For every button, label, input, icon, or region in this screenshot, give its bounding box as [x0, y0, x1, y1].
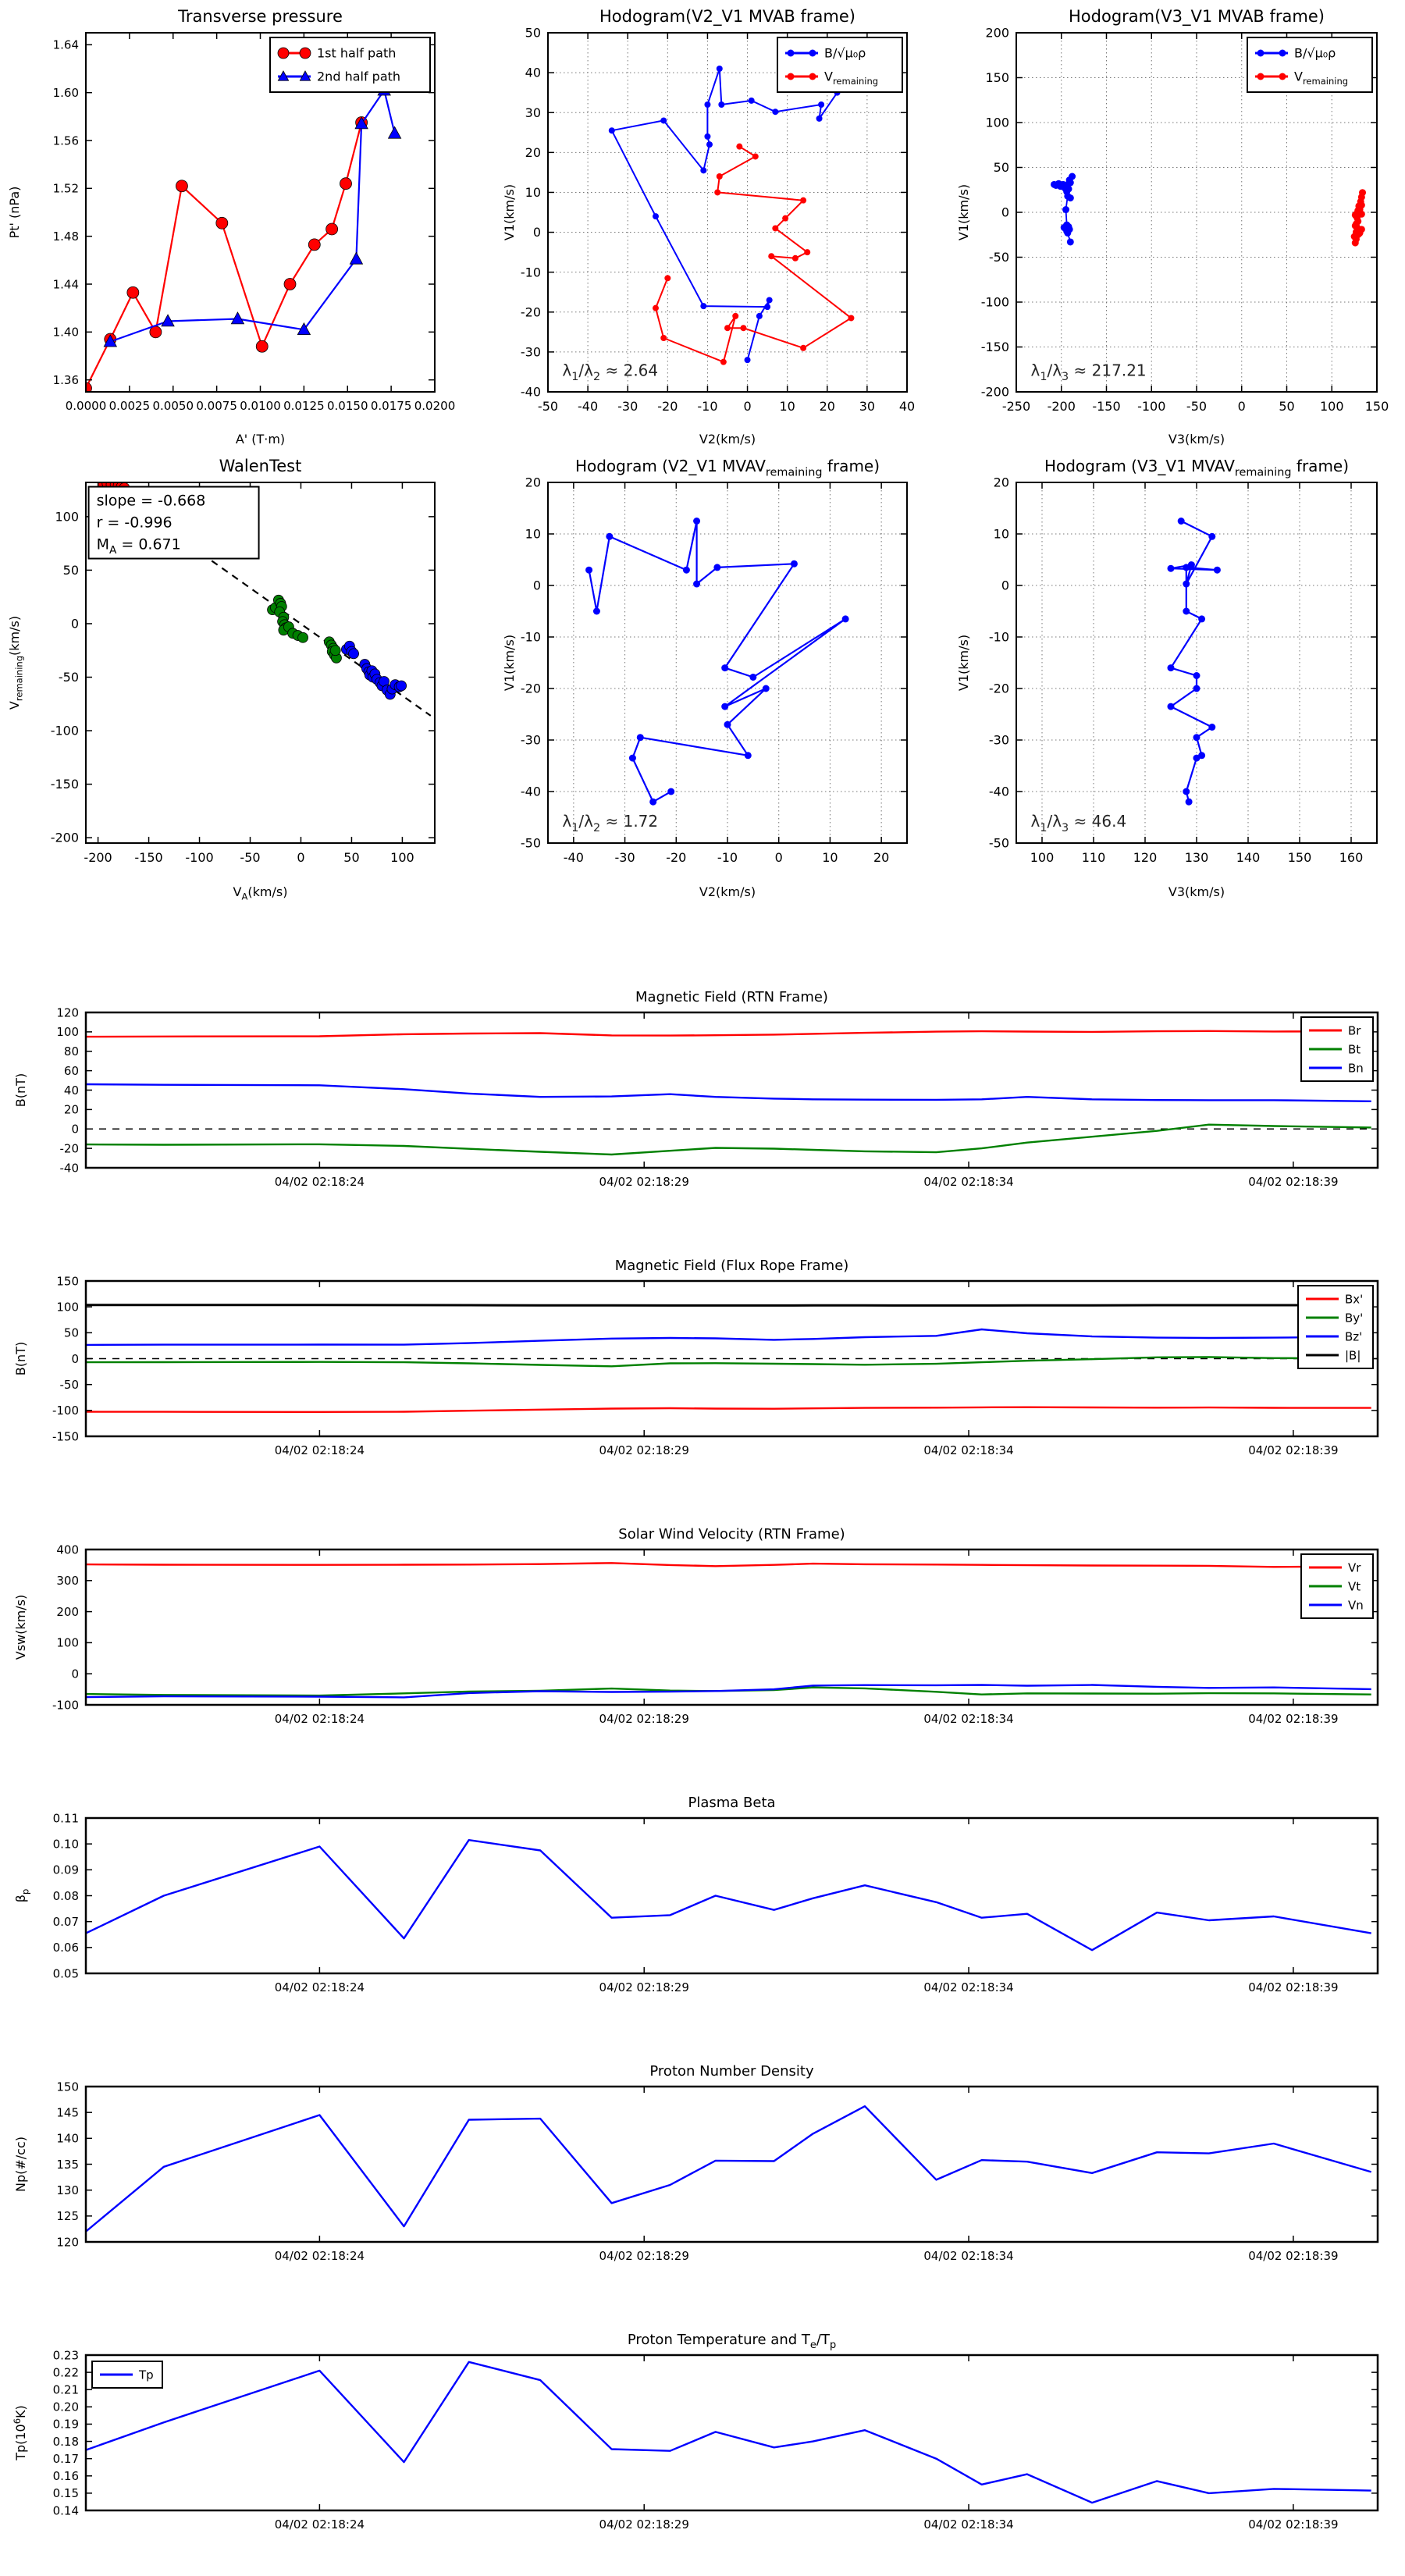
svg-text:0.21: 0.21: [52, 2382, 79, 2397]
svg-text:0.09: 0.09: [52, 1863, 79, 1877]
magnetic-field-rtn-panel: [0, 923, 1405, 1191]
svg-text:80: 80: [63, 1044, 79, 1059]
svg-text:-40: -40: [988, 784, 1009, 799]
svg-text:-10: -10: [988, 629, 1009, 645]
svg-text:0.10: 0.10: [52, 1837, 79, 1852]
legend: [1247, 37, 1372, 92]
svg-text:-40: -40: [520, 384, 541, 400]
svg-text:0: 0: [297, 850, 305, 865]
walen-test-svg: [0, 453, 500, 906]
svg-text:-20: -20: [59, 1141, 79, 1156]
svg-text:04/02 02:18:39: 04/02 02:18:39: [1248, 1175, 1339, 1189]
svg-text:λ1/λ3 ≈ 46.4: $\lambda_1/\lambda_3 \approx 46.4$: [1030, 812, 1127, 834]
svg-text:V1(km/s): V1(km/s): [956, 183, 971, 241]
svg-text:20: 20: [63, 1102, 79, 1117]
svg-text:0: 0: [71, 1122, 79, 1137]
svg-text:MA = 0.671: $M_A = 0.671$: [96, 535, 181, 557]
svg-text:100: 100: [1030, 850, 1055, 865]
tick-labels: [53, 1811, 1339, 1994]
svg-text:V1(km/s): V1(km/s): [502, 634, 517, 692]
svg-text:0.0000: 0.0000: [65, 399, 107, 413]
svg-text:-40: -40: [520, 784, 541, 799]
svg-text:04/02 02:18:29: 04/02 02:18:29: [599, 1175, 689, 1189]
svg-text:04/02 02:18:34: 04/02 02:18:34: [923, 2517, 1014, 2532]
svg-text:10: 10: [993, 526, 1009, 542]
svg-text:Bx': Bx': [1345, 1292, 1364, 1307]
svg-text:04/02 02:18:29: 04/02 02:18:29: [599, 1712, 689, 1726]
svg-text:0.0175: 0.0175: [370, 399, 412, 413]
svg-text:150: 150: [56, 2080, 79, 2094]
proton-temperature-svg: [0, 2265, 1405, 2534]
svg-text:V1(km/s): V1(km/s): [956, 634, 971, 692]
magnetic-field-flux-rope-svg: [0, 1191, 1405, 1460]
svg-text:-150: -150: [1092, 399, 1121, 414]
svg-text:-10: -10: [697, 399, 718, 414]
svg-text:04/02 02:18:29: 04/02 02:18:29: [599, 1980, 689, 1994]
svg-text:04/02 02:18:34: 04/02 02:18:34: [923, 1712, 1014, 1726]
svg-text:0.08: 0.08: [52, 1888, 79, 1903]
series-1st-half-path: [80, 117, 368, 394]
svg-text:-50: -50: [988, 250, 1009, 265]
svg-text:1.36: 1.36: [52, 372, 79, 387]
svg-text:0.0125: 0.0125: [283, 399, 325, 413]
svg-text:-10: -10: [520, 629, 541, 645]
svg-text:Plasma Beta: Plasma Beta: [688, 1795, 776, 1811]
svg-text:-20: -20: [520, 304, 541, 320]
svg-text:04/02 02:18:39: 04/02 02:18:39: [1248, 1443, 1339, 1457]
series-B-alfven: [1051, 173, 1076, 246]
tick-marks: [86, 1550, 1378, 1705]
svg-text:-50: -50: [537, 399, 559, 414]
svg-text:Pt' (nPa): Pt' (nPa): [7, 186, 22, 239]
svg-text:0.06: 0.06: [52, 1941, 79, 1955]
svg-text:V3(km/s): V3(km/s): [1168, 432, 1225, 447]
svg-text:10: 10: [779, 399, 795, 414]
series-V-remaining: [653, 144, 854, 365]
hodogram-v3v1-mvab-svg: [952, 0, 1405, 453]
svg-text:Vremaining: $V_{remaining}$: [1294, 69, 1349, 87]
svg-text:1.64: 1.64: [52, 37, 79, 52]
svg-text:0.0150: 0.0150: [327, 399, 368, 413]
tick-labels: [52, 1542, 1339, 1726]
svg-text:04/02 02:18:24: 04/02 02:18:24: [274, 1175, 365, 1189]
svg-text:0.11: 0.11: [52, 1811, 79, 1826]
svg-text:-10: -10: [520, 265, 541, 280]
svg-text:0: 0: [743, 399, 752, 414]
svg-text:0.05: 0.05: [52, 1966, 79, 1981]
svg-text:150: 150: [1287, 850, 1312, 865]
svg-text:130: 130: [1184, 850, 1209, 865]
svg-text:V2(km/s): V2(km/s): [699, 432, 756, 447]
series-Bx-prime: [86, 1407, 1371, 1412]
series-Br: [86, 1031, 1371, 1037]
svg-text:-100: -100: [50, 723, 79, 738]
plasma-beta-svg: [0, 1728, 1405, 1997]
solar-wind-velocity-panel: [0, 1460, 1405, 1728]
svg-text:Transverse pressure: Transverse pressure: [178, 7, 343, 26]
svg-text:1st half path: 1st half path: [317, 45, 397, 61]
svg-text:150: 150: [1364, 399, 1389, 414]
transverse-pressure-svg: [0, 0, 500, 453]
svg-text:B(nT): B(nT): [13, 1341, 28, 1376]
svg-text:-30: -30: [520, 344, 541, 360]
svg-text:140: 140: [56, 2131, 79, 2146]
series-Vr: [86, 1563, 1371, 1567]
svg-text:-50: -50: [1186, 399, 1208, 414]
svg-text:30: 30: [859, 399, 876, 414]
svg-text:04/02 02:18:39: 04/02 02:18:39: [1248, 2249, 1339, 2263]
svg-text:-100: -100: [980, 294, 1009, 310]
svg-text:20: 20: [873, 850, 890, 865]
svg-text:150: 150: [56, 1274, 79, 1289]
svg-text:50: 50: [993, 160, 1009, 176]
hodogram-v3v1-mvav-svg: [952, 453, 1405, 906]
svg-text:0: 0: [1237, 399, 1246, 414]
svg-text:04/02 02:18:39: 04/02 02:18:39: [1248, 2517, 1339, 2532]
svg-text:Tp(106K): $Tp(10^6K)$: [11, 2405, 28, 2460]
svg-text:-250: -250: [1001, 399, 1031, 414]
series-V-remaining: [1351, 189, 1366, 246]
svg-text:120: 120: [1133, 850, 1158, 865]
svg-text:0.0075: 0.0075: [196, 399, 237, 413]
svg-text:0.23: 0.23: [52, 2348, 79, 2363]
svg-text:1.40: 1.40: [52, 325, 79, 340]
svg-text:40: 40: [898, 399, 916, 414]
svg-text:-10: -10: [717, 850, 738, 865]
svg-text:0.0050: 0.0050: [152, 399, 194, 413]
svg-text:200: 200: [56, 1604, 79, 1619]
svg-text:0.0100: 0.0100: [240, 399, 281, 413]
stats-box: [89, 487, 259, 559]
walen-test-chart: [0, 453, 500, 906]
svg-text:0.15: 0.15: [52, 2486, 79, 2501]
legend: [270, 37, 430, 92]
svg-text:100: 100: [1319, 399, 1344, 414]
svg-text:145: 145: [56, 2105, 79, 2120]
magnetic-field-flux-rope-panel: [0, 1191, 1405, 1460]
svg-text:Magnetic Field (RTN Frame): Magnetic Field (RTN Frame): [635, 989, 828, 1005]
svg-text:0.0200: 0.0200: [414, 399, 456, 413]
legend: [1298, 1286, 1373, 1368]
svg-text:0: 0: [532, 225, 541, 240]
hodogram-v2v1-mvab-svg: [500, 0, 952, 453]
svg-text:60: 60: [63, 1063, 79, 1078]
svg-text:Proton Temperature and Te/Tp: Proton Temperature and $T_e/T_p$: [627, 2332, 837, 2352]
svg-text:04/02 02:18:34: 04/02 02:18:34: [923, 1980, 1014, 1994]
svg-text:20: 20: [993, 475, 1009, 490]
svg-text:λ1/λ3 ≈ 217.21: $\lambda_1/\lambda_3 \approx 217.21$: [1030, 361, 1147, 383]
svg-text:04/02 02:18:24: 04/02 02:18:24: [274, 2517, 365, 2532]
svg-text:10: 10: [822, 850, 838, 865]
svg-text:10: 10: [525, 526, 541, 542]
hodogram-v2v1-mvab-chart: [500, 0, 952, 453]
svg-text:100: 100: [56, 1300, 79, 1315]
svg-text:WalenTest: WalenTest: [219, 457, 302, 475]
svg-text:0.16: 0.16: [52, 2469, 79, 2484]
svg-text:-30: -30: [520, 732, 541, 748]
svg-text:135: 135: [56, 2157, 79, 2172]
transverse-pressure-chart: [0, 0, 500, 453]
axes-frame: [86, 2087, 1378, 2242]
svg-text:0.17: 0.17: [52, 2451, 79, 2466]
svg-text:-30: -30: [988, 732, 1009, 748]
svg-text:Bn: Bn: [1348, 1061, 1364, 1076]
svg-text:-50: -50: [240, 850, 261, 865]
svg-text:Vremaining(km/s): $V_{remaining}(km/s)$: [7, 615, 25, 710]
svg-text:-40: -40: [578, 399, 599, 414]
svg-text:Bz': Bz': [1345, 1329, 1363, 1344]
svg-text:2nd half path: 2nd half path: [317, 69, 401, 84]
svg-text:100: 100: [985, 115, 1009, 130]
legend: [92, 2361, 162, 2388]
svg-text:10: 10: [525, 185, 541, 201]
tick-marks: [86, 1818, 1378, 1973]
svg-text:04/02 02:18:34: 04/02 02:18:34: [923, 2249, 1014, 2263]
legend: [1301, 1554, 1373, 1618]
svg-text:0: 0: [1001, 205, 1009, 220]
svg-text:-150: -150: [50, 777, 79, 792]
svg-text:βp: $\beta_p$: [13, 1888, 31, 1903]
series-Tp: [86, 2362, 1371, 2503]
series-B-magnitude: [86, 1305, 1371, 1306]
svg-text:By': By': [1345, 1311, 1364, 1325]
svg-text:-100: -100: [52, 1404, 79, 1418]
legend: [1301, 1017, 1373, 1081]
svg-text:1.56: 1.56: [52, 133, 79, 148]
legend: [777, 37, 902, 92]
svg-text:0: 0: [70, 616, 79, 632]
svg-text:1.48: 1.48: [52, 229, 79, 244]
svg-text:Solar Wind Velocity (RTN Frame: Solar Wind Velocity (RTN Frame): [618, 1526, 845, 1542]
svg-text:1.52: 1.52: [52, 181, 79, 196]
svg-text:0.0025: 0.0025: [108, 399, 151, 413]
grid: [1016, 482, 1377, 843]
svg-text:100: 100: [56, 1635, 79, 1650]
svg-text:Tp: Tp: [139, 2368, 154, 2382]
svg-text:-50: -50: [58, 670, 79, 685]
svg-text:0: 0: [774, 850, 783, 865]
svg-text:V2(km/s): V2(km/s): [699, 884, 756, 899]
series-cluster-green: [268, 595, 342, 663]
series-beta-p: [86, 1840, 1371, 1950]
svg-text:20: 20: [525, 144, 541, 160]
svg-text:100: 100: [56, 1025, 79, 1040]
svg-text:-50: -50: [988, 835, 1009, 851]
svg-text:-100: -100: [1137, 399, 1166, 414]
svg-text:110: 110: [1081, 850, 1106, 865]
svg-text:Vn: Vn: [1348, 1598, 1364, 1613]
svg-text:1.44: 1.44: [52, 277, 79, 292]
svg-text:B/√μ₀ρ: B/√μ₀ρ: [824, 45, 866, 61]
svg-text:04/02 02:18:29: 04/02 02:18:29: [599, 1443, 689, 1457]
svg-text:160: 160: [1339, 850, 1364, 865]
svg-text:-20: -20: [666, 850, 687, 865]
svg-text:50: 50: [63, 1325, 79, 1340]
svg-text:-30: -30: [617, 399, 638, 414]
svg-text:100: 100: [390, 850, 414, 865]
svg-text:0.14: 0.14: [52, 2503, 79, 2518]
svg-text:Br: Br: [1348, 1023, 1361, 1038]
svg-text:V1(km/s): V1(km/s): [502, 183, 517, 241]
svg-text:04/02 02:18:24: 04/02 02:18:24: [274, 1712, 365, 1726]
tick-labels: [53, 38, 456, 413]
magnetic-field-rtn-svg: [0, 923, 1405, 1191]
svg-text:50: 50: [62, 563, 79, 578]
svg-text:1.60: 1.60: [52, 85, 79, 100]
svg-text:-200: -200: [980, 384, 1009, 400]
svg-text:-50: -50: [520, 835, 541, 851]
hodogram-v2v1-mvav-svg: [500, 453, 952, 906]
svg-text:-200: -200: [84, 850, 112, 865]
hodogram-v2v1-mvav-chart: [500, 453, 952, 906]
svg-text:-20: -20: [657, 399, 678, 414]
svg-text:130: 130: [56, 2183, 79, 2197]
svg-text:Hodogram(V2_V1 MVAB frame): Hodogram(V2_V1 MVAB frame): [599, 7, 855, 26]
svg-text:0.22: 0.22: [52, 2365, 79, 2380]
svg-text:Vr: Vr: [1348, 1560, 1361, 1575]
svg-text:slope = -0.668: slope = -0.668: [96, 492, 206, 510]
svg-text:400: 400: [56, 1542, 79, 1557]
svg-text:-150: -150: [980, 340, 1009, 355]
plasma-beta-panel: [0, 1728, 1405, 1997]
tick-labels: [51, 509, 414, 865]
solar-wind-velocity-svg: [0, 1460, 1405, 1728]
svg-text:-40: -40: [59, 1161, 79, 1176]
svg-text:-100: -100: [185, 850, 214, 865]
svg-text:0.20: 0.20: [52, 2400, 79, 2414]
svg-text:04/02 02:18:24: 04/02 02:18:24: [274, 2249, 365, 2263]
svg-text:-50: -50: [59, 1377, 79, 1392]
svg-text:0.18: 0.18: [52, 2434, 79, 2449]
svg-text:04/02 02:18:34: 04/02 02:18:34: [923, 1175, 1014, 1189]
svg-text:04/02 02:18:29: 04/02 02:18:29: [599, 2517, 689, 2532]
svg-text:50: 50: [343, 850, 360, 865]
tick-marks: [86, 2087, 1378, 2242]
svg-text:|B|: |B|: [1345, 1348, 1361, 1363]
svg-text:V3(km/s): V3(km/s): [1168, 884, 1225, 899]
svg-text:B(nT): B(nT): [13, 1073, 28, 1108]
svg-text:04/02 02:18:29: 04/02 02:18:29: [599, 2249, 689, 2263]
svg-text:λ1/λ2 ≈ 1.72: $\lambda_1/\lambda_2 \approx 1.72$: [562, 812, 659, 834]
svg-text:0: 0: [532, 578, 541, 593]
series-Bz-prime: [86, 1329, 1371, 1345]
svg-text:50: 50: [525, 25, 541, 41]
svg-text:Hodogram (V2_V1 MVAVremaining: Hodogram (V2_V1 $MVAV_{remaining}$ frame): [574, 457, 880, 479]
svg-text:-20: -20: [988, 681, 1009, 696]
tick-labels: [56, 1005, 1338, 1189]
series-Bn: [86, 1084, 1371, 1101]
svg-text:λ1/λ2 ≈ 2.64: $\lambda_1/\lambda_2 \approx 2.64$: [562, 361, 659, 383]
svg-text:Hodogram(V3_V1 MVAB frame): Hodogram(V3_V1 MVAB frame): [1069, 7, 1325, 26]
svg-text:Vsw(km/s): Vsw(km/s): [13, 1594, 28, 1660]
axes-frame: [86, 1550, 1378, 1705]
proton-number-density-svg: [0, 1997, 1405, 2265]
svg-text:VA(km/s): $V_A(km/s)$: [233, 884, 288, 902]
axes-frame: [86, 1818, 1378, 1973]
svg-text:150: 150: [985, 70, 1009, 86]
hodogram-v3v1-mvab-chart: [952, 0, 1405, 453]
svg-text:-100: -100: [52, 1698, 79, 1713]
series-cluster-blue: [341, 641, 406, 699]
svg-text:0: 0: [1001, 578, 1009, 593]
svg-text:125: 125: [56, 2209, 79, 2224]
svg-text:Np(#/cc): Np(#/cc): [13, 2137, 28, 2192]
svg-text:-40: -40: [563, 850, 584, 865]
proton-temperature-panel: [0, 2265, 1405, 2534]
svg-text:-20: -20: [520, 681, 541, 696]
svg-text:A' (T·m): A' (T·m): [235, 432, 286, 447]
hodogram-v3v1-mvav-chart: [952, 453, 1405, 906]
svg-text:20: 20: [525, 475, 541, 490]
svg-text:Vt: Vt: [1348, 1579, 1361, 1594]
svg-text:Proton Number Density: Proton Number Density: [649, 2063, 814, 2080]
svg-text:40: 40: [63, 1083, 79, 1098]
svg-text:r = -0.996: r = -0.996: [96, 514, 173, 532]
svg-text:20: 20: [819, 399, 835, 414]
series-hodogram-path: [1168, 518, 1221, 806]
svg-text:04/02 02:18:24: 04/02 02:18:24: [274, 1980, 365, 1994]
svg-text:-30: -30: [614, 850, 635, 865]
svg-text:0.07: 0.07: [52, 1914, 79, 1929]
svg-text:0: 0: [71, 1351, 79, 1366]
svg-text:50: 50: [1279, 399, 1295, 414]
svg-text:140: 140: [1236, 850, 1261, 865]
svg-text:300: 300: [56, 1574, 79, 1589]
svg-text:-200: -200: [1047, 399, 1076, 414]
proton-number-density-panel: [0, 1997, 1405, 2265]
svg-text:Hodogram (V3_V1 MVAVremaining: Hodogram (V3_V1 $MVAV_{remaining}$ frame): [1044, 457, 1350, 479]
svg-text:30: 30: [525, 105, 541, 120]
svg-text:Bt: Bt: [1348, 1042, 1361, 1057]
svg-text:40: 40: [525, 65, 541, 80]
svg-text:04/02 02:18:24: 04/02 02:18:24: [274, 1443, 365, 1457]
svg-text:120: 120: [56, 2235, 79, 2250]
svg-text:04/02 02:18:39: 04/02 02:18:39: [1248, 1980, 1339, 1994]
svg-text:-150: -150: [52, 1429, 79, 1444]
series-B-alfven: [609, 66, 841, 363]
svg-text:04/02 02:18:34: 04/02 02:18:34: [923, 1443, 1014, 1457]
svg-text:-150: -150: [134, 850, 163, 865]
svg-text:Vremaining: $V_{remaining}$: [824, 69, 879, 87]
svg-text:-200: -200: [50, 830, 79, 845]
svg-text:100: 100: [55, 509, 79, 525]
svg-text:200: 200: [985, 25, 1009, 41]
svg-text:B/√μ₀ρ: B/√μ₀ρ: [1294, 45, 1336, 61]
svg-text:04/02 02:18:39: 04/02 02:18:39: [1248, 1712, 1339, 1726]
series-Np: [86, 2106, 1371, 2232]
svg-text:120: 120: [56, 1005, 79, 1020]
svg-text:0.19: 0.19: [52, 2417, 79, 2432]
svg-text:Magnetic Field (Flux Rope Fram: Magnetic Field (Flux Rope Frame): [614, 1258, 849, 1274]
svg-text:0: 0: [71, 1667, 79, 1681]
tick-labels: [52, 1274, 1339, 1457]
